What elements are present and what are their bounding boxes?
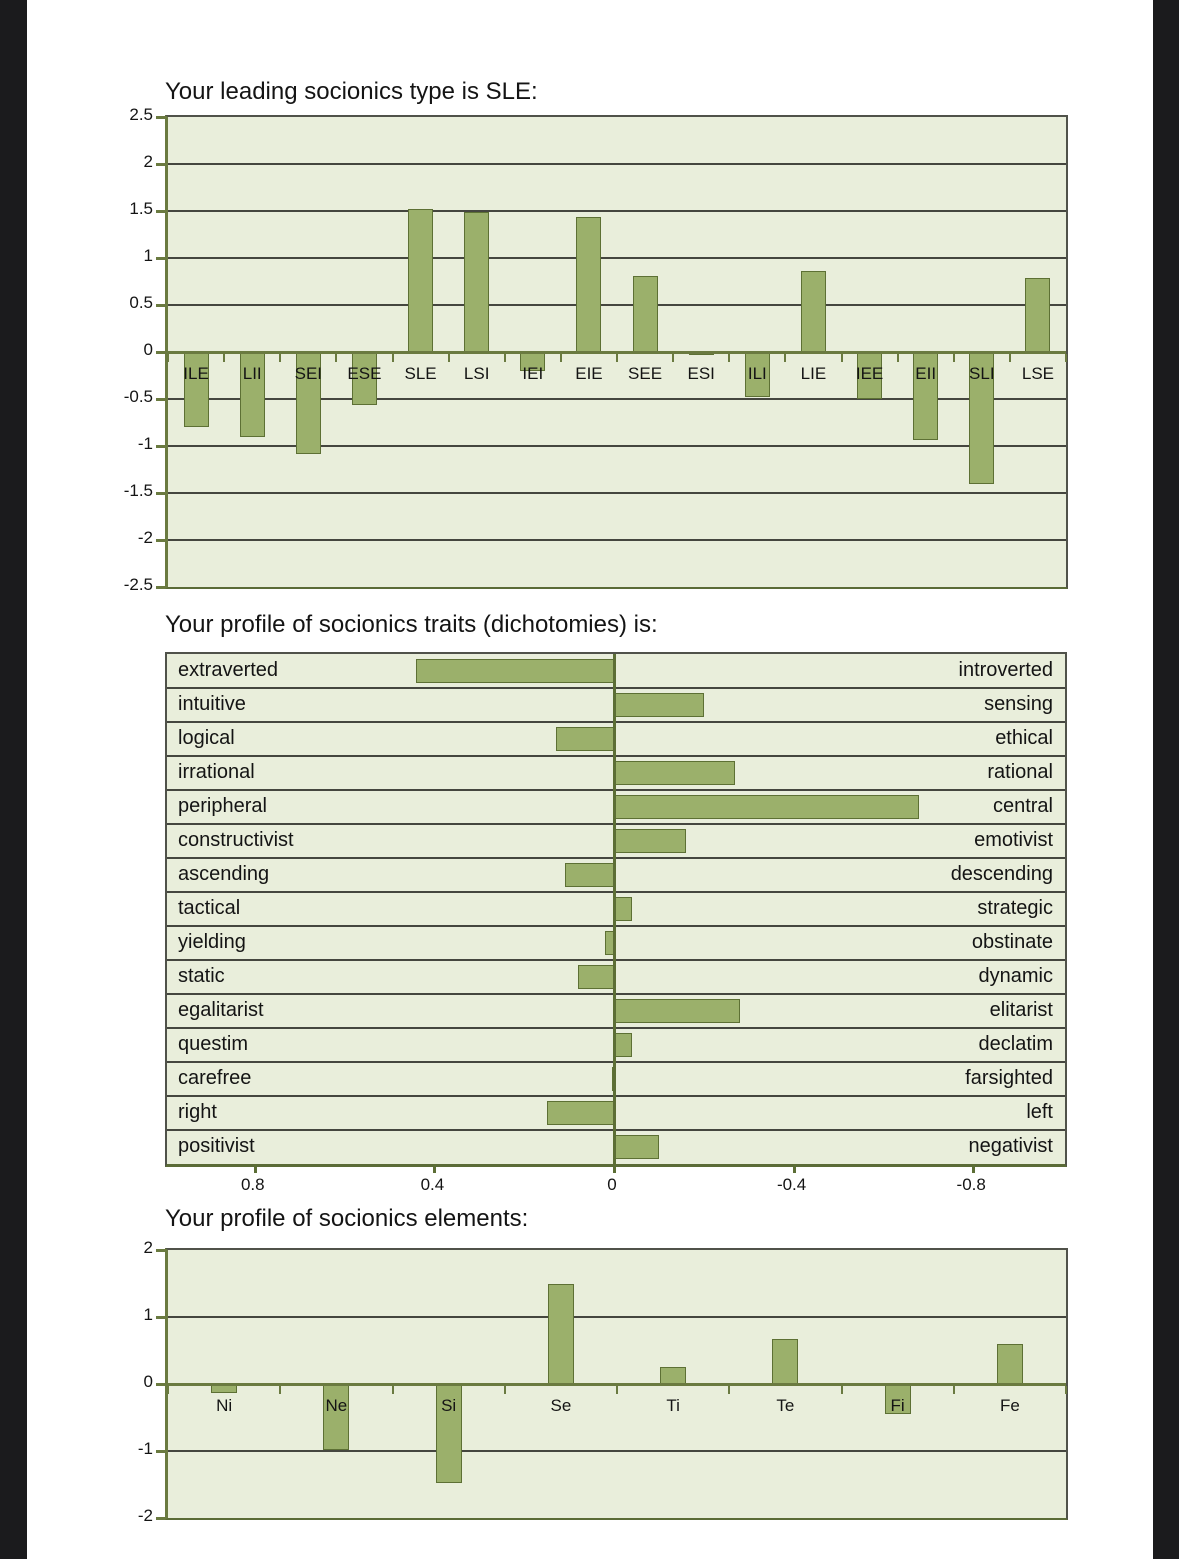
y-axis-label: -1.5: [123, 481, 153, 500]
x-axis-tick: [1009, 354, 1011, 362]
y-axis-label: 2.5: [129, 105, 153, 124]
gridline: [168, 539, 1066, 541]
trait-bar-logical: [556, 727, 614, 751]
gridline: [168, 304, 1066, 306]
x-axis-tick: [1065, 1386, 1067, 1394]
category-label-ILE: ILE: [183, 364, 209, 383]
category-label-ILI: ILI: [747, 364, 767, 383]
y-axis-tick: [156, 492, 165, 495]
dichotomies-chart: [165, 652, 1067, 1167]
category-label-Te: Te: [776, 1396, 795, 1415]
category-label-Se: Se: [550, 1396, 572, 1415]
y-axis-label: 0: [143, 340, 153, 359]
y-axis-label: 1: [143, 246, 153, 265]
trait-label-dynamic: dynamic: [978, 965, 1053, 987]
row-separator: [167, 789, 1065, 791]
category-label-LSI: LSI: [463, 364, 490, 383]
trait-label-farsighted: farsighted: [965, 1067, 1053, 1089]
trait-label-egalitarist: egalitarist: [178, 999, 264, 1021]
y-axis-tick: [156, 257, 165, 260]
trait-label-elitarist: elitarist: [989, 999, 1053, 1021]
category-label-Ni: Ni: [216, 1396, 233, 1415]
bar-SEE: [633, 276, 658, 352]
trait-bar-questim: [614, 1033, 632, 1057]
x-axis-tick: [223, 354, 225, 362]
y-axis-tick: [156, 116, 165, 119]
x-axis-tick: [392, 1386, 394, 1394]
trait-bar-egalitarist: [614, 999, 740, 1023]
y-axis-tick: [156, 1316, 165, 1319]
gridline: [168, 1450, 1066, 1452]
gridline: [168, 1316, 1066, 1318]
x-axis-tick: [972, 1164, 975, 1173]
trait-label-intuitive: intuitive: [178, 693, 246, 715]
x-axis-tick: [953, 1386, 955, 1394]
trait-bar-static: [578, 965, 614, 989]
gridline: [168, 257, 1066, 259]
trait-bar-right: [547, 1101, 614, 1125]
bar-Fe: [997, 1344, 1023, 1384]
x-axis-tick: [672, 354, 674, 362]
row-separator: [167, 1027, 1065, 1029]
y-axis-tick: [156, 304, 165, 307]
center-axis-line: [613, 654, 616, 1164]
y-axis-label: -2.5: [123, 575, 153, 594]
row-separator: [167, 993, 1065, 995]
x-axis-tick: [953, 354, 955, 362]
trait-label-extraverted: extraverted: [178, 659, 279, 681]
y-axis-tick: [156, 586, 165, 589]
x-axis-tick: [504, 354, 506, 362]
row-separator: [167, 721, 1065, 723]
trait-label-descending: descending: [950, 863, 1053, 885]
x-axis-tick: [335, 354, 337, 362]
y-axis-label: 0: [143, 1372, 153, 1391]
trait-label-sensing: sensing: [984, 693, 1053, 715]
row-separator: [167, 857, 1065, 859]
y-axis-tick: [156, 1249, 165, 1252]
x-axis-tick: [616, 1386, 618, 1394]
category-label-Ne: Ne: [325, 1396, 348, 1415]
x-axis-tick: [433, 1164, 436, 1173]
category-label-EII: EII: [915, 364, 937, 383]
bar-LSI: [464, 212, 489, 352]
category-label-Fe: Fe: [999, 1396, 1020, 1415]
trait-label-strategic: strategic: [977, 897, 1053, 919]
left-frame-bar: [0, 0, 27, 1559]
types-bar-chart: [165, 115, 1068, 589]
trait-label-negativist: negativist: [968, 1135, 1053, 1157]
trait-label-ascending: ascending: [178, 863, 270, 885]
x-axis-tick: [560, 354, 562, 362]
right-frame-bar: [1153, 0, 1179, 1559]
row-separator: [167, 1061, 1065, 1063]
trait-label-yielding: yielding: [178, 931, 246, 953]
y-axis-label: 1.5: [129, 199, 153, 218]
row-separator: [167, 755, 1065, 757]
elements-title: Your profile of socionics elements:: [165, 1205, 529, 1232]
category-label-SLI: SLI: [969, 364, 995, 383]
bar-Se: [548, 1284, 574, 1384]
bar-Te: [772, 1339, 798, 1384]
row-separator: [167, 687, 1065, 689]
trait-label-positivist: positivist: [178, 1135, 255, 1157]
x-axis-label: -0.4: [776, 1175, 807, 1194]
bar-SLE: [408, 209, 433, 352]
dichotomies-title: Your profile of socionics traits (dichotomies) is:: [165, 611, 658, 638]
gridline: [168, 163, 1066, 165]
x-axis-tick: [254, 1164, 257, 1173]
category-label-IEE: IEE: [855, 364, 884, 383]
trait-label-left: left: [1026, 1101, 1053, 1123]
trait-bar-positivist: [614, 1135, 659, 1159]
x-axis-tick: [728, 354, 730, 362]
x-axis-tick: [728, 1386, 730, 1394]
category-label-SEE: SEE: [628, 364, 663, 383]
trait-bar-peripheral: [614, 795, 919, 819]
x-axis-tick: [616, 354, 618, 362]
y-axis-tick: [156, 163, 165, 166]
trait-label-central: central: [992, 795, 1053, 817]
trait-label-declatim: declatim: [978, 1033, 1053, 1055]
trait-label-tactical: tactical: [178, 897, 241, 919]
category-label-SEI: SEI: [294, 364, 323, 383]
y-axis-tick: [156, 1517, 165, 1520]
x-axis-label: -0.8: [956, 1175, 986, 1194]
x-axis-tick: [841, 354, 843, 362]
y-axis-tick: [156, 210, 165, 213]
category-label-SLE: SLE: [404, 364, 437, 383]
trait-label-static: static: [178, 965, 225, 987]
trait-bar-extraverted: [416, 659, 614, 683]
y-axis-label: 2: [143, 1238, 153, 1257]
bar-Ti: [660, 1367, 686, 1384]
x-axis-tick: [392, 354, 394, 362]
x-axis-tick: [897, 354, 899, 362]
category-label-Ti: Ti: [666, 1396, 680, 1415]
y-axis-tick: [156, 398, 165, 401]
y-axis-tick: [156, 1383, 165, 1386]
row-separator: [167, 959, 1065, 961]
x-axis-label: 0.4: [420, 1175, 445, 1194]
category-label-Fi: Fi: [890, 1396, 905, 1415]
y-axis-tick: [156, 1450, 165, 1453]
bar-Ne: [323, 1385, 349, 1450]
trait-label-questim: questim: [178, 1033, 249, 1055]
y-axis-tick: [156, 539, 165, 542]
x-axis-tick: [504, 1386, 506, 1394]
y-axis-label: 2: [143, 152, 153, 171]
row-separator: [167, 891, 1065, 893]
x-axis-tick: [448, 354, 450, 362]
x-axis-tick: [167, 1386, 169, 1394]
y-axis-label: -1: [137, 1439, 153, 1458]
trait-label-emotivist: emotivist: [974, 829, 1053, 851]
x-axis-tick: [613, 1164, 616, 1173]
trait-label-logical: logical: [178, 727, 235, 749]
bar-LIE: [801, 271, 826, 352]
y-axis-label: -2: [137, 1506, 153, 1525]
trait-label-constructivist: constructivist: [178, 829, 294, 851]
x-axis-tick: [167, 354, 169, 362]
y-axis-label: -2: [137, 528, 153, 547]
row-separator: [167, 1095, 1065, 1097]
gridline: [168, 492, 1066, 494]
bar-EIE: [576, 217, 601, 352]
leading-type-title: Your leading socionics type is SLE:: [165, 78, 538, 105]
category-label-LII: LII: [242, 364, 262, 383]
trait-label-peripheral: peripheral: [178, 795, 267, 817]
y-axis-tick: [156, 445, 165, 448]
x-axis-tick: [793, 1164, 796, 1173]
y-axis-tick: [156, 351, 165, 354]
trait-bar-irrational: [614, 761, 735, 785]
category-label-ESI: ESI: [687, 364, 715, 383]
x-axis-tick: [1065, 354, 1067, 362]
trait-label-introverted: introverted: [958, 659, 1053, 681]
y-axis-label: 1: [143, 1305, 153, 1324]
trait-label-irrational: irrational: [178, 761, 255, 783]
trait-label-obstinate: obstinate: [971, 931, 1053, 953]
bar-Ni: [211, 1385, 237, 1393]
trait-bar-constructivist: [614, 829, 686, 853]
trait-label-ethical: ethical: [995, 727, 1053, 749]
trait-bar-ascending: [565, 863, 614, 887]
x-axis-label: 0.8: [240, 1175, 265, 1194]
gridline: [168, 210, 1066, 212]
row-separator: [167, 925, 1065, 927]
elements-bar-chart: [165, 1248, 1068, 1520]
category-label-LSE: LSE: [1021, 364, 1055, 383]
x-axis-tick: [279, 1386, 281, 1394]
bar-LSE: [1025, 278, 1050, 352]
trait-label-right: right: [178, 1101, 217, 1123]
x-axis-tick: [784, 354, 786, 362]
trait-bar-intuitive: [614, 693, 704, 717]
category-label-EIE: EIE: [575, 364, 603, 383]
row-separator: [167, 823, 1065, 825]
category-label-LIE: LIE: [800, 364, 827, 383]
x-axis-label: 0: [607, 1175, 617, 1194]
y-axis-label: -1: [137, 434, 153, 453]
category-label-ESE: ESE: [347, 364, 382, 383]
y-axis-label: 0.5: [129, 293, 153, 312]
trait-bar-tactical: [614, 897, 632, 921]
row-separator: [167, 1129, 1065, 1131]
y-axis-label: -0.5: [123, 387, 153, 406]
trait-label-rational: rational: [987, 761, 1053, 783]
x-axis-tick: [279, 354, 281, 362]
x-axis-tick: [841, 1386, 843, 1394]
category-label-IEI: IEI: [522, 364, 544, 383]
trait-label-carefree: carefree: [178, 1067, 252, 1089]
category-label-Si: Si: [441, 1396, 457, 1415]
